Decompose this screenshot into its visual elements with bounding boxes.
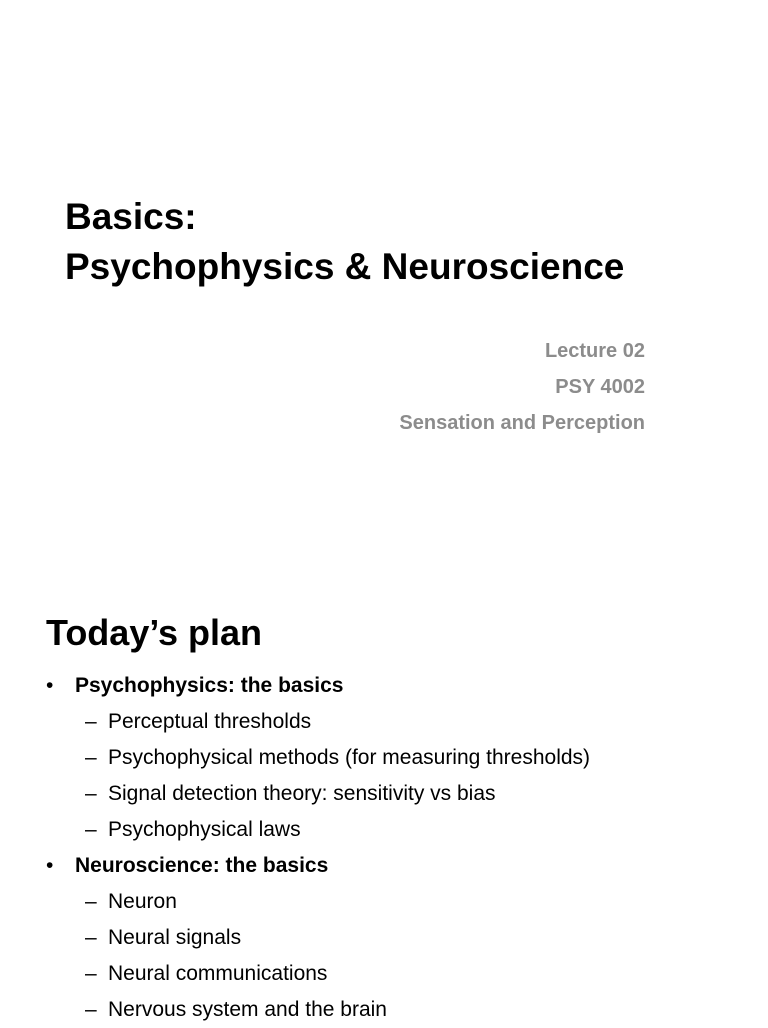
- sub-item-text: Nervous system and the brain: [108, 998, 387, 1021]
- dash-marker: –: [85, 746, 97, 769]
- plan-sub-item: [0, 992, 768, 1028]
- bullet-marker: •: [46, 674, 54, 697]
- sub-item-text: Perceptual thresholds: [108, 710, 312, 733]
- section-heading-text: Neuroscience: the basics: [75, 854, 329, 877]
- plan-sub-item: [0, 956, 768, 992]
- course-name: Sensation and Perception: [399, 412, 645, 434]
- dash-marker: –: [85, 782, 97, 805]
- plan-title: Today’s plan: [46, 612, 263, 653]
- sub-item-text: Psychophysical laws: [108, 818, 301, 841]
- sub-item-text: Neural signals: [108, 926, 242, 949]
- sub-item-text: Psychophysical methods (for measuring thresholds): [108, 746, 591, 769]
- dash-marker: –: [85, 962, 97, 985]
- dash-marker: –: [85, 926, 97, 949]
- slide-title-line: Psychophysics & Neuroscience: [65, 246, 625, 287]
- plan-sub-item: [0, 884, 768, 920]
- lecture-number: Lecture 02: [544, 340, 645, 362]
- dash-marker: –: [85, 890, 97, 913]
- plan-sub-item: [0, 920, 768, 956]
- sub-item-text: Neuron: [108, 890, 177, 913]
- plan-section-heading: [0, 668, 768, 704]
- sub-item-text: Signal detection theory: sensitivity vs bias: [108, 782, 496, 805]
- bullet-marker: •: [46, 854, 54, 877]
- sub-item-text: Neural communications: [108, 962, 328, 985]
- dash-marker: –: [85, 710, 97, 733]
- course-code: PSY 4002: [555, 376, 645, 398]
- slide-subtitle: [399, 333, 645, 441]
- section-heading-text: Psychophysics: the basics: [75, 674, 344, 697]
- plan-section-heading: [0, 848, 768, 884]
- plan-slide: [0, 560, 768, 1024]
- plan-sub-item: [0, 740, 768, 776]
- dash-marker: –: [85, 818, 97, 841]
- slide-title: [65, 192, 725, 292]
- plan-sub-item: [0, 704, 768, 740]
- plan-sub-item: [0, 812, 768, 848]
- plan-sub-item: [0, 776, 768, 812]
- dash-marker: –: [85, 998, 97, 1021]
- plan-list: [0, 668, 768, 1028]
- slide-title-line: Basics:: [65, 196, 197, 237]
